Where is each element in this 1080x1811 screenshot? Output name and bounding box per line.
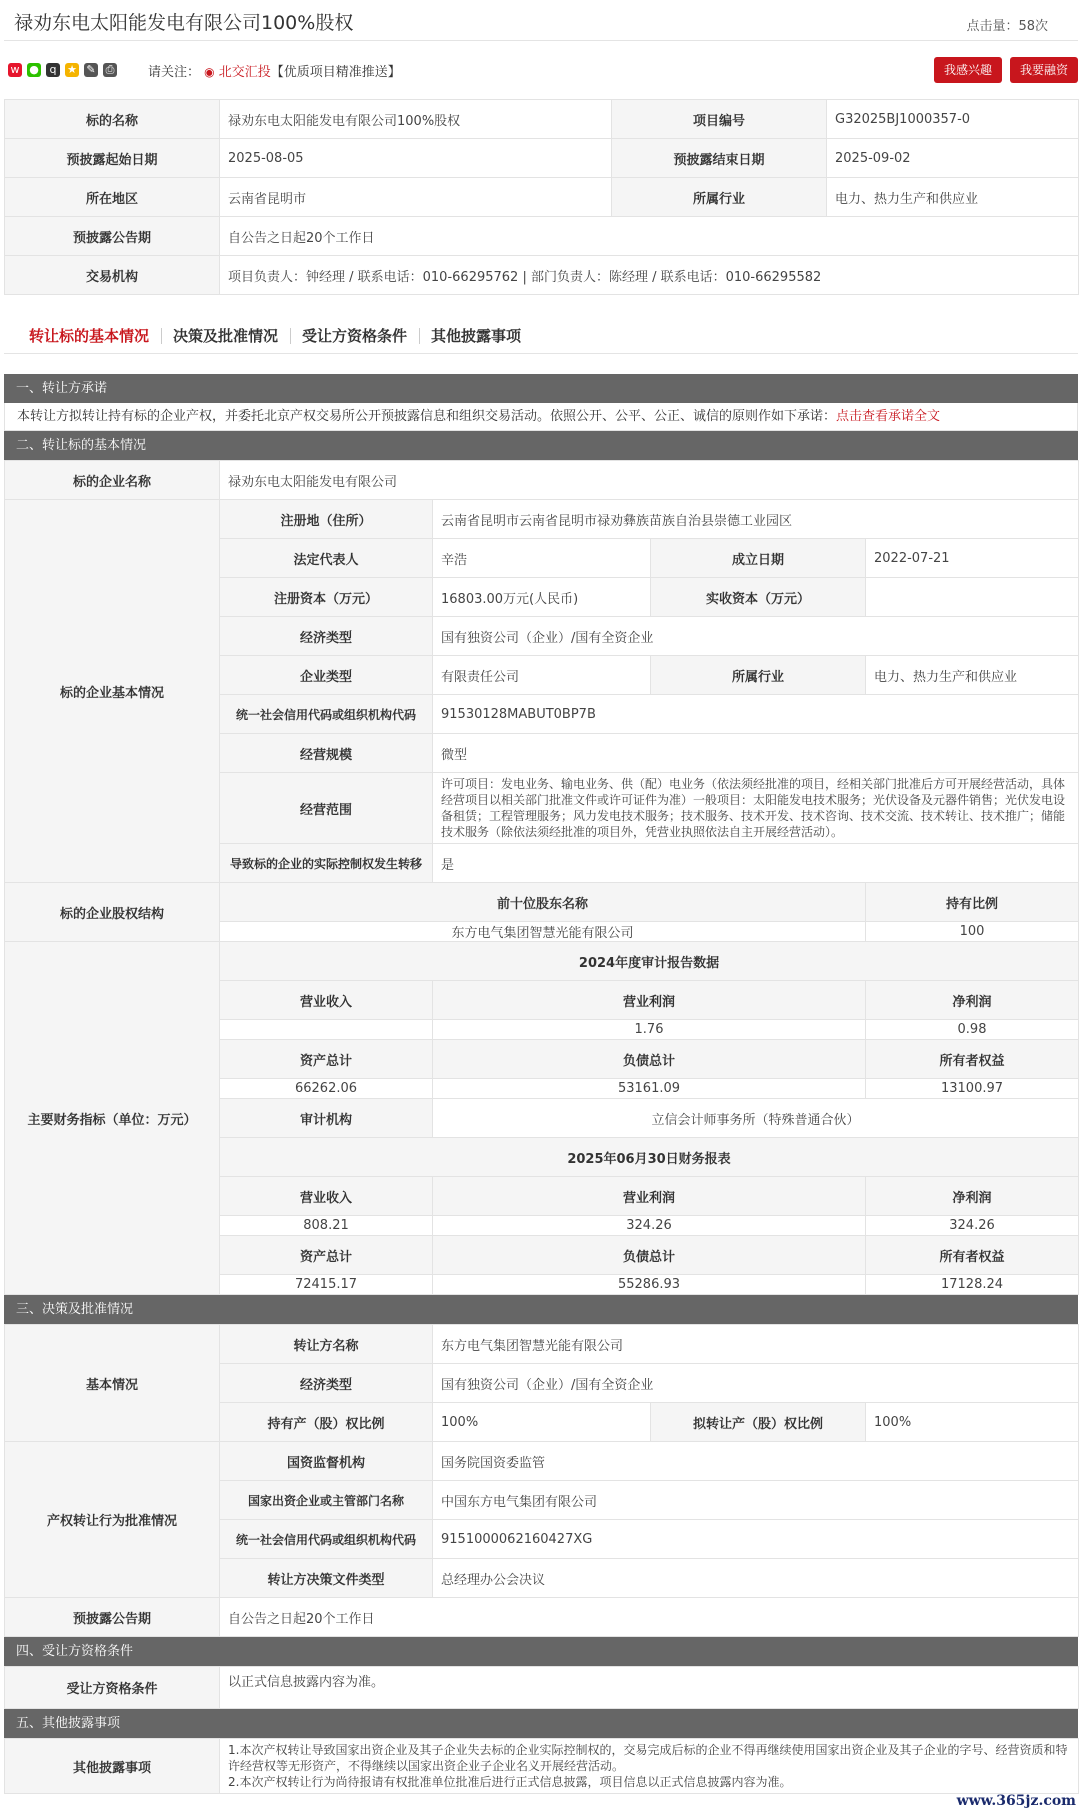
report-title: 2025年06月30日财务报表 [220, 1138, 1079, 1177]
value-parent-credit: 9151000062160427XG [433, 1520, 1079, 1559]
follow-text: 请关注： ◉ 北交汇投【优质项目精准推送】 [148, 65, 401, 80]
value-audit-assets: 66262.06 [220, 1079, 433, 1099]
label-qualification: 受让方资格条件 [5, 1667, 220, 1709]
brand-icon: ◉ [204, 65, 215, 79]
label-op-profit: 营业利润 [433, 981, 866, 1020]
label-announce-period: 预披露公告期 [5, 217, 220, 256]
value-audit-equity: 13100.97 [866, 1079, 1079, 1099]
section-tabs [4, 317, 1078, 353]
label-est-date: 成立日期 [651, 539, 866, 578]
label-subject-name: 标的名称 [5, 100, 220, 139]
value-start-date: 2025-08-05 [220, 139, 612, 178]
label-reg-addr: 注册地（住所） [220, 500, 433, 539]
other-item-1: 1.本次产权转让导致国家出资企业及其子企业失去标的企业实际控制权的，交易完成后标的企业不得再继续使用国家出资企业及其子企业的字号、经营资质和特许经营权等无形资产，不得继续以国家出资企业子企业名义开展经营活动。 [228, 1743, 1068, 1773]
section-header-1: 一、转让方承诺 [4, 374, 1078, 403]
value-audit-liabilities: 53161.09 [433, 1079, 866, 1099]
value-supervisor: 国务院国资委监管 [433, 1442, 1079, 1481]
label-revenue: 营业收入 [220, 981, 433, 1020]
share-bar [4, 41, 1078, 99]
label-ent-type: 企业类型 [220, 656, 433, 695]
print-icon[interactable]: ⎙ [103, 63, 117, 77]
value-paid-cap [866, 578, 1079, 617]
value-report-liabilities: 55286.93 [433, 1275, 866, 1295]
value-agency: 项目负责人：钟经理 / 联系电话：010-66295762 | 部门负责人：陈经理 / 联系电话：010-66295582 [220, 256, 1079, 295]
wechat-icon[interactable]: ● [27, 63, 41, 77]
label-parent-credit: 统一社会信用代码或组织机构代码 [220, 1520, 433, 1559]
label-hold-ratio: 持有产（股）权比例 [220, 1403, 433, 1442]
value-report-revenue: 808.21 [220, 1216, 433, 1236]
value-legal-rep: 辛浩 [433, 539, 651, 578]
label-equity: 所有者权益 [866, 1040, 1079, 1079]
value-control-transfer: 是 [433, 844, 1079, 883]
label-company-name: 标的企业名称 [5, 461, 220, 500]
value-audit-revenue [220, 1020, 433, 1040]
tabs-divider [4, 353, 1078, 354]
label-equity-2: 所有者权益 [866, 1236, 1079, 1275]
value-ratio: 100 [866, 922, 1079, 942]
value-report-equity: 17128.24 [866, 1275, 1079, 1295]
label-equity-structure: 标的企业股权结构 [5, 883, 220, 942]
label-credit-code: 统一社会信用代码或组织机构代码 [220, 695, 433, 734]
decision-table [4, 1324, 1079, 1637]
value-transferor-econ: 国有独资公司（企业）/国有全资企业 [433, 1364, 1079, 1403]
value-hold-ratio: 100% [433, 1403, 651, 1442]
label-transferor-basic: 基本情况 [5, 1325, 220, 1442]
value-end-date: 2025-09-02 [827, 139, 1079, 178]
label-reg-cap: 注册资本（万元） [220, 578, 433, 617]
header-ratio: 持有比例 [866, 883, 1079, 922]
label-ent-industry: 所属行业 [651, 656, 866, 695]
label-scope: 经营范围 [220, 773, 433, 844]
label-scale: 经营规模 [220, 734, 433, 773]
label-industry: 所属行业 [612, 178, 827, 217]
other-item-2: 2.本次产权转让行为尚待报请有权批准单位批准后进行正式信息披露，项目信息以正式信息披露内容为准。 [228, 1775, 792, 1789]
audit-title: 2024年度审计报告数据 [220, 942, 1079, 981]
edit-icon[interactable]: ✎ [84, 63, 98, 77]
value-reg-addr: 云南省昆明市云南省昆明市禄劝彝族苗族自治县崇德工业园区 [433, 500, 1079, 539]
value-audit-net-profit: 0.98 [866, 1020, 1079, 1040]
label-agency: 交易机构 [5, 256, 220, 295]
label-end-date: 预披露结束日期 [612, 139, 827, 178]
value-parent: 中国东方电气集团有限公司 [433, 1481, 1079, 1520]
label-paid-cap: 实收资本（万元） [651, 578, 866, 617]
label-financials: 主要财务指标（单位：万元） [5, 942, 220, 1295]
label-net-profit: 净利润 [866, 981, 1079, 1020]
label-control-transfer: 导致标的企业的实际控制权发生转移 [220, 844, 433, 883]
section-header-3: 三、决策及批准情况 [4, 1295, 1078, 1324]
weibo-icon[interactable]: w [8, 63, 22, 77]
section-header-5: 五、其他披露事项 [4, 1709, 1078, 1738]
label-revenue-2: 营业收入 [220, 1177, 433, 1216]
section-header-4: 四、受让方资格条件 [4, 1637, 1078, 1666]
label-op-profit-2: 营业利润 [433, 1177, 866, 1216]
section-header-2: 二、转让标的基本情况 [4, 431, 1078, 460]
value-audit-op-profit: 1.76 [433, 1020, 866, 1040]
value-ent-industry: 电力、热力生产和供应业 [866, 656, 1079, 695]
value-announce-period: 自公告之日起20个工作日 [220, 217, 1079, 256]
interest-button[interactable]: 我感兴趣 [934, 57, 1002, 83]
label-period: 预披露公告期 [5, 1598, 220, 1637]
promise-link[interactable]: 点击查看承诺全文 [836, 409, 941, 424]
view-count: 点击量：58次 [966, 19, 1048, 34]
value-region: 云南省昆明市 [220, 178, 612, 217]
label-sell-ratio: 拟转让产（股）权比例 [651, 1403, 866, 1442]
value-report-net-profit: 324.26 [866, 1216, 1079, 1236]
label-assets-2: 资产总计 [220, 1236, 433, 1275]
other-table [4, 1738, 1079, 1794]
tab-basic[interactable]: 转让标的基本情况 [29, 326, 150, 345]
value-transferor-name: 东方电气集团智慧光能有限公司 [433, 1325, 1079, 1364]
brand-link[interactable]: 北交汇投 [218, 65, 271, 80]
value-est-date: 2022-07-21 [866, 539, 1079, 578]
value-project-no: G32025BJ1000357-0 [827, 100, 1079, 139]
value-credit-code: 91530128MABUT0BP7B [433, 695, 1079, 734]
value-report-op-profit: 324.26 [433, 1216, 866, 1236]
value-qualification: 以正式信息披露内容为准。 [220, 1667, 1079, 1709]
value-reg-cap: 16803.00万元(人民币) [433, 578, 651, 617]
label-transferor-econ: 经济类型 [220, 1364, 433, 1403]
label-project-no: 项目编号 [612, 100, 827, 139]
label-liabilities: 负债总计 [433, 1040, 866, 1079]
value-company-name: 禄劝东电太阳能发电有限公司 [220, 461, 1079, 500]
subject-table [4, 460, 1079, 1295]
value-scale: 微型 [433, 734, 1079, 773]
label-decision-doc: 转让方决策文件类型 [220, 1559, 433, 1598]
label-auditor: 审计机构 [220, 1099, 433, 1138]
label-other: 其他披露事项 [5, 1739, 220, 1794]
summary-table [4, 99, 1079, 295]
label-company-basic: 标的企业基本情况 [5, 500, 220, 883]
label-legal-rep: 法定代表人 [220, 539, 433, 578]
value-industry: 电力、热力生产和供应业 [827, 178, 1079, 217]
label-start-date: 预披露起始日期 [5, 139, 220, 178]
value-scope: 许可项目：发电业务、输电业务、供（配）电业务（依法须经批准的项目，经相关部门批准后方可开展经营活动，具体经营项目以相关部门批准文件或许可证件为准）一般项目：太阳能发电技术服务；光伏设备及元器件销售；光伏发电设备租赁；工程管理服务；风力发电技术服务；技术服务、技术开发、技术咨询、技术交流、技术转让、技术推广；储能技术服务（除依法须经批准的项目外，凭营业执照依法自主开展经营活动）。 [433, 773, 1079, 844]
label-transferor-name: 转让方名称 [220, 1325, 433, 1364]
value-subject-name: 禄劝东电太阳能发电有限公司100%股权 [220, 100, 612, 139]
value-econ-type: 国有独资公司（企业）/国有全资企业 [433, 617, 1079, 656]
value-report-assets: 72415.17 [220, 1275, 433, 1295]
value-other [220, 1739, 1079, 1794]
label-net-profit-2: 净利润 [866, 1177, 1079, 1216]
promise-text: 本转让方拟转让持有标的企业产权，并委托北京产权交易所公开预披露信息和组织交易活动。依照公开、公平、公正、诚信的原则作如下承诺：点击查看承诺全文 [4, 403, 1078, 431]
label-parent: 国家出资企业或主管部门名称 [220, 1481, 433, 1520]
header-holders: 前十位股东名称 [220, 883, 866, 922]
label-supervisor: 国资监督机构 [220, 1442, 433, 1481]
watermark: www.365jz.com [956, 1793, 1076, 1809]
label-econ-type: 经济类型 [220, 617, 433, 656]
tab-decision[interactable]: 决策及批准情况 [161, 325, 290, 346]
value-ent-type: 有限责任公司 [433, 656, 651, 695]
tab-other[interactable]: 其他披露事项 [419, 325, 533, 346]
star-icon[interactable]: ★ [65, 63, 79, 77]
value-decision-doc: 总经理办公会决议 [433, 1559, 1079, 1598]
value-holder: 东方电气集团智慧光能有限公司 [220, 922, 866, 942]
tab-qualification[interactable]: 受让方资格条件 [290, 325, 419, 346]
value-sell-ratio: 100% [866, 1403, 1079, 1442]
label-liabilities-2: 负债总计 [433, 1236, 866, 1275]
label-region: 所在地区 [5, 178, 220, 217]
qualification-table [4, 1666, 1079, 1709]
value-period: 自公告之日起20个工作日 [220, 1598, 1079, 1637]
title-bar [4, 0, 1078, 41]
label-assets: 资产总计 [220, 1040, 433, 1079]
page-title: 禄劝东电太阳能发电有限公司100%股权 [14, 12, 354, 34]
finance-button[interactable]: 我要融资 [1010, 57, 1078, 83]
qq-icon[interactable]: q [46, 63, 60, 77]
value-auditor: 立信会计师事务所（特殊普通合伙） [433, 1099, 1079, 1138]
label-approval: 产权转让行为批准情况 [5, 1442, 220, 1598]
